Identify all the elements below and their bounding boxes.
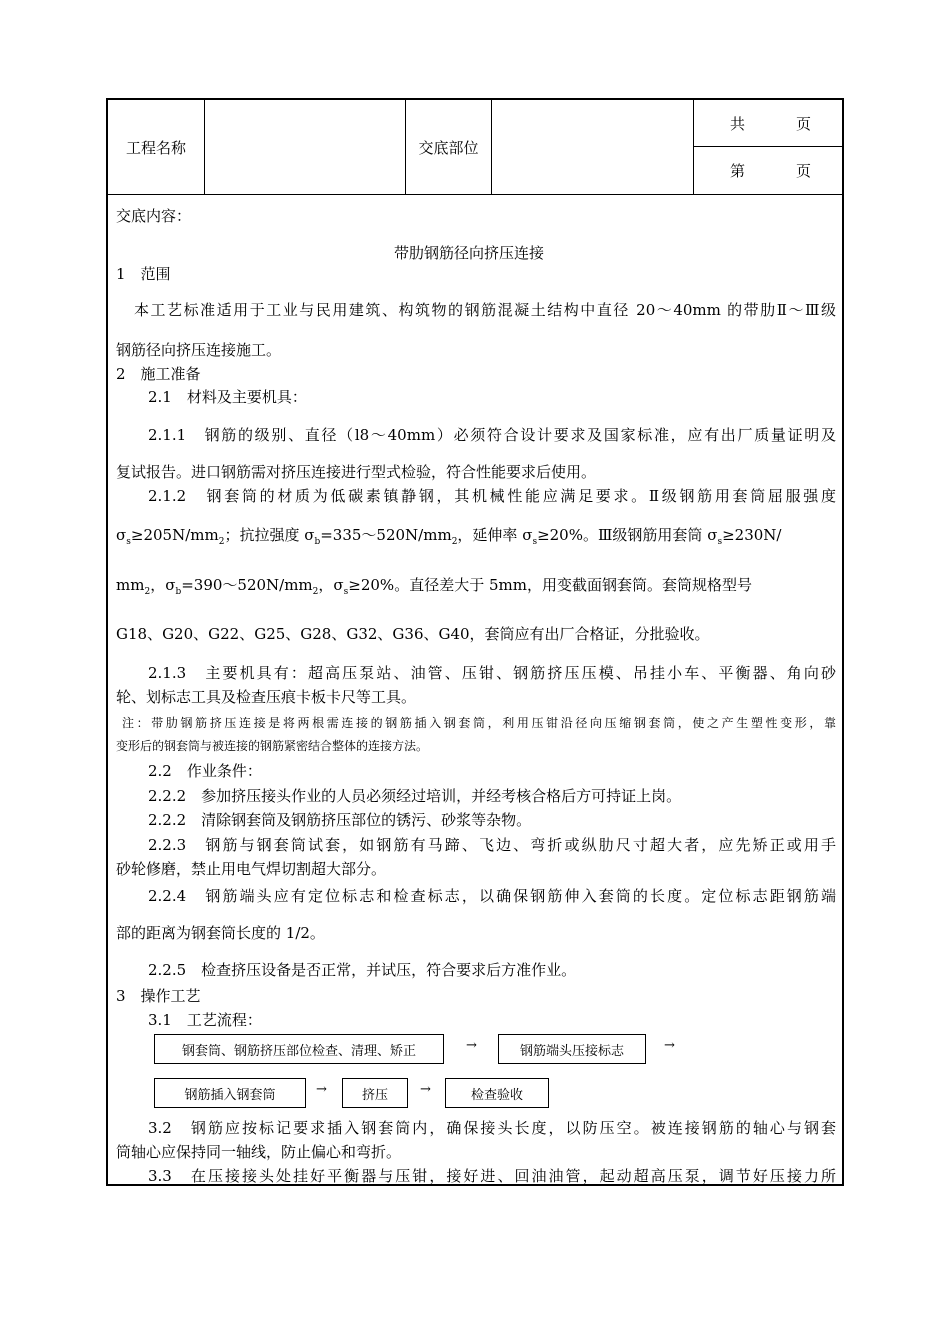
section-2-2: 2.2 作业条件：: [148, 762, 262, 780]
project-name-value[interactable]: [205, 100, 405, 194]
section-1-para-line1: 本工艺标准适用于工业与民用建筑、构筑物的钢筋混凝土结构中直径 20～40mm 的带肋Ⅱ～Ⅲ级: [134, 301, 836, 319]
total-pages-label: 共: [730, 115, 746, 133]
flow-step-inspect-clean: 钢套筒、钢筋挤压部位检查、清理、矫正: [154, 1034, 444, 1064]
section-2-heading: 2 施工准备: [116, 365, 201, 383]
section-3-2-line1: 3.2 钢筋应按标记要求插入钢套筒内，确保接头长度，以防压空。被连接钢筋的轴心与钢套: [148, 1119, 836, 1137]
section-2-2-3-line2: 砂轮修磨，禁止用电气焊切割超大部分。: [116, 860, 387, 878]
section-2-1: 2.1 材料及主要机具：: [148, 388, 307, 406]
flow-arrow: →: [420, 1082, 431, 1097]
project-name-label: 工程名称: [125, 138, 186, 157]
flow-arrow: →: [316, 1082, 327, 1097]
section-2-1-3-line2: 轮、划标志工具及检查压痕卡板卡尺等工具。: [116, 688, 417, 706]
section-2-2-4-line2: 部的距离为钢套筒长度的 1/2。: [116, 924, 325, 942]
section-2-2-4-line1: 2.2.4 钢筋端头应有定位标志和检查标志，以确保钢筋伸入套筒的长度。定位标志距钢筋端: [148, 887, 836, 905]
section-2-2-2b: 2.2.2 清除钢套筒及钢筋挤压部位的锈污、砂浆等杂物。: [148, 811, 532, 829]
flow-step-marking: 钢筋端头压接标志: [498, 1034, 646, 1064]
section-1-heading: 1 范围: [116, 265, 171, 283]
section-2-2-2a: 2.2.2 参加挤压接头作业的人员必须经过培训，并经考核合格后方可持证上岗。: [148, 787, 682, 805]
flow-arrow: →: [664, 1038, 675, 1053]
section-2-1-3-line1: 2.1.3 主要机具有：超高压泵站、油管、压钳、钢筋挤压压模、吊挂小车、平衡器、角向砂: [148, 664, 836, 682]
total-pages-unit: 页: [796, 115, 812, 133]
section-2-1-1-line2: 复试报告。进口钢筋需对挤压连接进行型式检验，符合性能要求后使用。: [116, 463, 597, 481]
header-table: [108, 100, 842, 195]
section-2-1-2-line1: 2.1.2 钢套筒的材质为低碳素镇静钢，其机械性能应满足要求。Ⅱ级钢筋用套筒屈服强度: [148, 487, 836, 505]
section-2-2-5: 2.2.5 检查挤压设备是否正常，并试压，符合要求后方准作业。: [148, 961, 577, 979]
document-frame: [106, 98, 844, 1186]
section-3-1: 3.1 工艺流程：: [148, 1011, 262, 1029]
flow-step-inspect-accept: 检查验收: [445, 1078, 549, 1108]
section-3-3-line1: 3.3 在压接接头处挂好平衡器与压钳，接好进、回油油管，起动超高压泵，调节好压接力所: [148, 1167, 836, 1185]
flow-step-extrude: 挤压: [342, 1078, 408, 1108]
section-3-2-line2: 筒轴心应保持同一轴线，防止偏心和弯折。: [116, 1143, 402, 1161]
section-2-1-2-line2: $\sigma_s\ge 205N/mm_2$；抗拉强度 $\sigma_b=335\sim 520N/mm_2$，延伸率 $\sigma_s\ge 20\%$。Ⅲ级钢筋用套筒 $\sigma_s\ge 230N/$: [116, 526, 782, 547]
flow-arrow: →: [466, 1038, 477, 1053]
page-number-unit: 页: [796, 162, 812, 180]
section-1-para-line2: 钢筋径向挤压连接施工。: [116, 341, 282, 359]
section-2-2-3-line1: 2.2.3 钢筋与钢套筒试套，如钢筋有马蹄、飞边、弯折或纵肋尺寸超大者，应先矫正或用手: [148, 836, 836, 854]
note-line2: 变形后的钢套筒与被连接的钢筋紧密结合整体的连接方法。: [116, 739, 429, 753]
section-2-1-2-line3: $mm_2$，$\sigma_b=390\sim 520N/mm_2$，$\sigma_s\ge 20\%$。直径差大于 5mm，用变截面钢套筒。套筒规格型号: [116, 576, 752, 597]
flow-step-insert-rebar: 钢筋插入钢套筒: [154, 1078, 306, 1108]
section-2-1-1-line1: 2.1.1 钢筋的级别、直径（l8～40mm）必须符合设计要求及国家标准，应有出厂质量证明及: [148, 426, 836, 444]
section-2-1-2-line4: G18、G20、G22、G25、G28、G32、G36、G40，套筒应有出厂合格证，分批验收。: [116, 625, 710, 643]
page-number-label: 第: [730, 162, 746, 180]
document-title: 带肋钢筋径向挤压连接: [394, 244, 545, 262]
section-3-heading: 3 操作工艺: [116, 987, 201, 1005]
note-line1: 注：带肋钢筋挤压连接是将两根需连接的钢筋插入钢套筒，利用压钳沿径向压缩钢套筒，使之产生塑性变形，靠: [122, 716, 836, 730]
handover-part-value[interactable]: [492, 100, 693, 194]
content-label: 交底内容：: [116, 207, 192, 225]
handover-part-label: 交底部位: [418, 138, 479, 157]
